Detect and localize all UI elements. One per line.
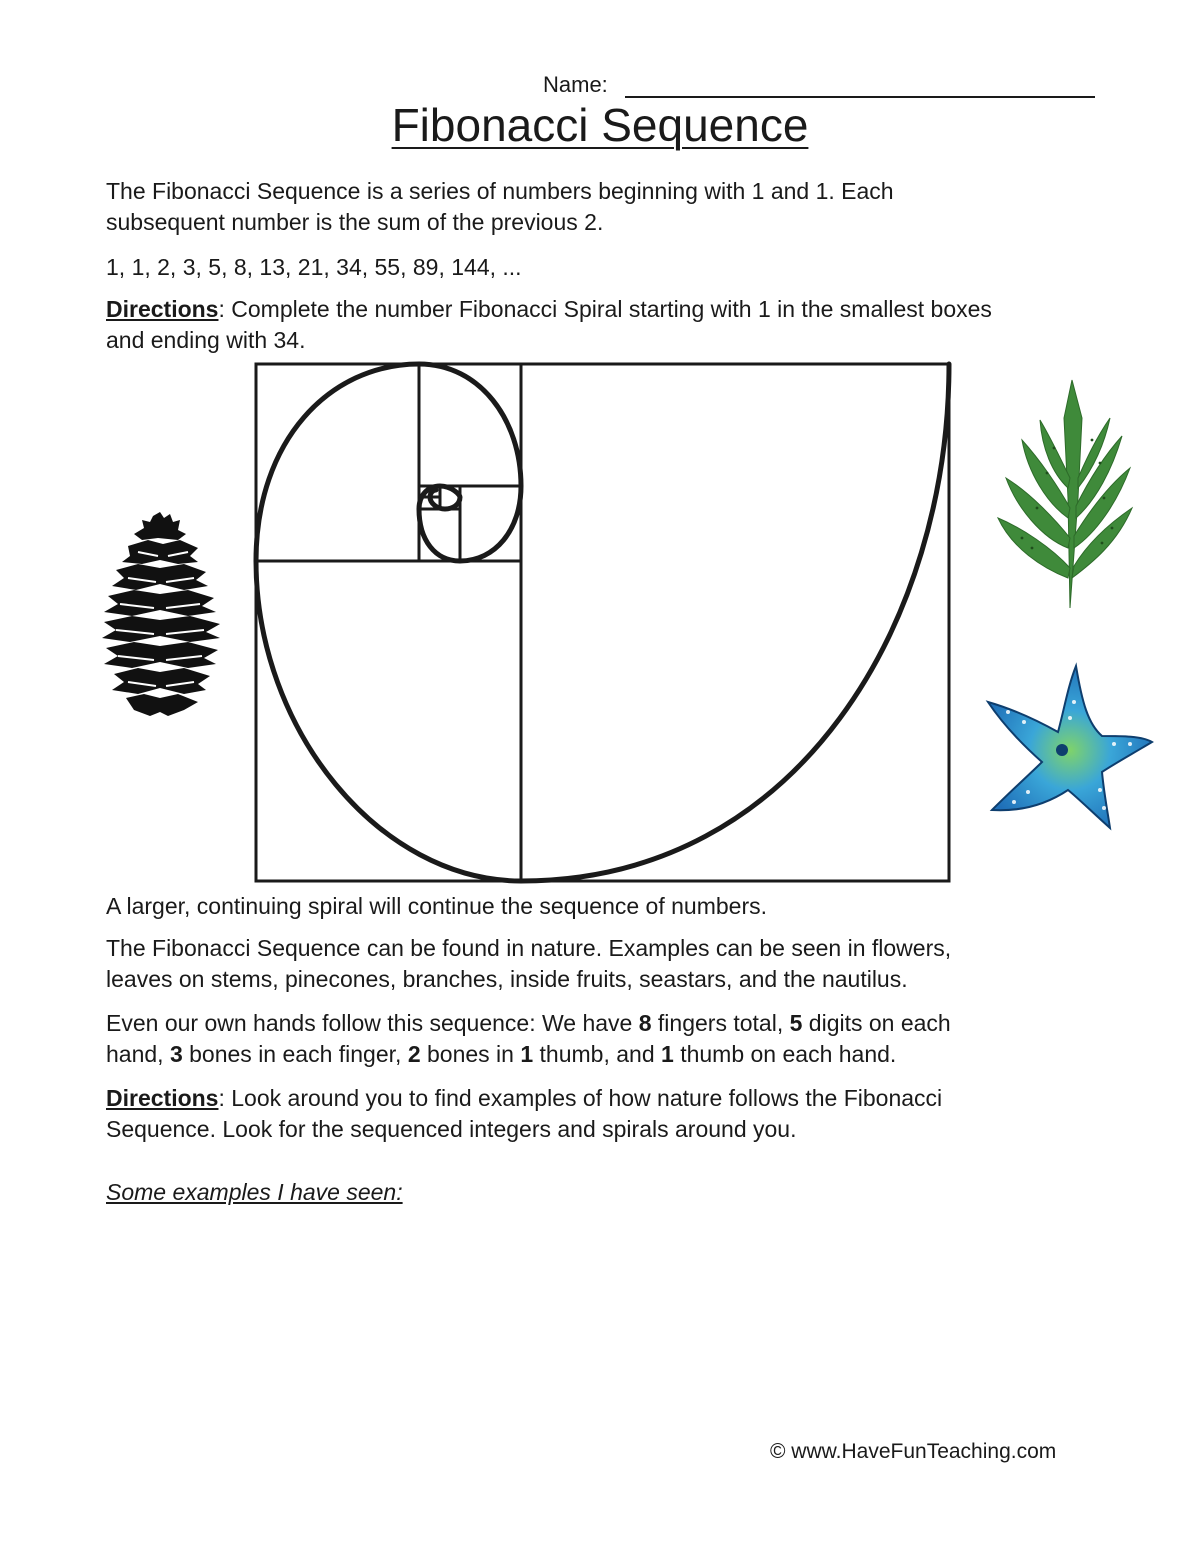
examples-prompt: Some examples I have seen: bbox=[106, 1179, 403, 1205]
spiral-note: A larger, continuing spiral will continue the sequence of numbers. bbox=[106, 893, 768, 919]
hands-number: 3 bbox=[169, 1041, 183, 1067]
directions-label: Directions bbox=[106, 296, 219, 322]
intro-line-2: subsequent number is the sum of the previous 2. bbox=[106, 209, 604, 235]
fibonacci-spiral-diagram bbox=[248, 356, 958, 890]
hands-number: 1 bbox=[661, 1041, 674, 1067]
box-13[interactable] bbox=[256, 364, 419, 561]
hands-number: 1 bbox=[520, 1041, 534, 1067]
directions-1 bbox=[106, 294, 1096, 356]
hands-text: bones in each finger, bbox=[182, 1041, 408, 1067]
hands-number: 8 bbox=[638, 1010, 652, 1036]
directions-2-line-1: : Look around you to find examples of how nature follows the Fibonacci bbox=[218, 1085, 943, 1111]
fern-leaf-icon bbox=[992, 378, 1142, 618]
hands-number: 5 bbox=[789, 1010, 803, 1036]
directions-1-line-1: : Complete the number Fibonacci Spiral starting with 1 in the smallest boxes bbox=[218, 296, 992, 322]
sequence-text: 1, 1, 2, 3, 5, 8, 13, 21, 34, 55, 89, 144, ... bbox=[106, 254, 522, 280]
footer-copyright: © www.HaveFunTeaching.com bbox=[770, 1440, 1057, 1463]
hands-paragraph bbox=[106, 1008, 1096, 1070]
directions-1-line-2: and ending with 34. bbox=[106, 327, 306, 353]
starfish-icon bbox=[984, 662, 1156, 834]
pinecone-icon bbox=[98, 512, 228, 722]
intro-paragraph bbox=[106, 176, 1096, 238]
hands-text: fingers total, bbox=[651, 1010, 790, 1036]
directions-2 bbox=[106, 1083, 1096, 1145]
hands-text: hand, bbox=[106, 1041, 170, 1067]
intro-line-1: The Fibonacci Sequence is a series of numbers beginning with 1 and 1. Each bbox=[106, 178, 894, 204]
name-row bbox=[0, 68, 1200, 102]
hands-text: thumb, and bbox=[533, 1041, 662, 1067]
hands-text: bones in bbox=[420, 1041, 521, 1067]
nature-paragraph bbox=[106, 933, 1096, 995]
page-title: Fibonacci Sequence bbox=[391, 99, 809, 151]
directions-2-line-2: Sequence. Look for the sequenced integers and spirals around you. bbox=[106, 1116, 797, 1142]
hands-number: 2 bbox=[407, 1041, 421, 1067]
hands-text: thumb on each hand. bbox=[673, 1041, 897, 1067]
hands-text: digits on each bbox=[802, 1010, 951, 1036]
directions-label: Directions bbox=[106, 1085, 219, 1111]
name-label: Name: bbox=[543, 72, 608, 97]
examples-answer-area[interactable] bbox=[106, 1215, 1096, 1415]
hands-text: Even our own hands follow this sequence: We have bbox=[106, 1010, 639, 1036]
nature-line-1: The Fibonacci Sequence can be found in nature. Examples can be seen in flowers, bbox=[106, 935, 952, 961]
nature-line-2: leaves on stems, pinecones, branches, inside fruits, seastars, and the nautilus. bbox=[106, 966, 908, 992]
